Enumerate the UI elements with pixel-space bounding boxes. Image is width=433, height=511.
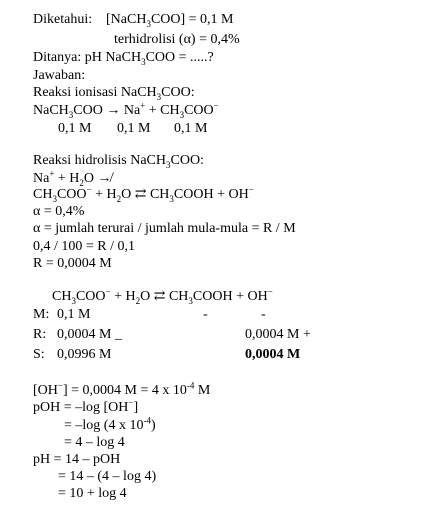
hydrolysis-alpha: α = 0,4%: [33, 204, 85, 219]
ionization-title: Reaksi ionisasi NaCH$_3$COO:: [33, 85, 195, 102]
hydrolysis-alpha-definition: α = jumlah terurai / jumlah mula-mula = R / M: [33, 221, 296, 236]
mrs-r-value-left: 0,0004 M _: [57, 327, 122, 342]
ionization-conc-1: 0,1 M: [58, 121, 92, 136]
hydrolysis-na-reaction: $Na^+ + H_2O$ ↛: [33, 168, 112, 188]
ionization-conc-3: 0,1 M: [174, 121, 208, 136]
known-concentration: [NaCH$_3$COO] = 0,1 M: [106, 12, 234, 29]
oh-concentration: [OH−] = 0,0004 M = 4 x $10^{-4}$ M: [33, 380, 211, 398]
poh-line-3: = 4 – log 4: [64, 435, 125, 450]
mrs-m-dash-1: -: [203, 307, 208, 322]
mrs-s-value-right: 0,0004 M: [245, 347, 301, 362]
mrs-s-label: S:: [33, 347, 45, 362]
mrs-r-value-right: 0,0004 M +: [245, 327, 311, 342]
mrs-m-value: 0,1 M: [57, 307, 91, 322]
ph-line-2: = 14 – (4 – log 4): [58, 469, 157, 484]
answer-label: Jawaban:: [33, 68, 86, 83]
ionization-equation: NaCH$_3$COO → $Na^+ + CH_3COO^-$: [33, 100, 219, 120]
mrs-m-label: M:: [33, 307, 50, 322]
ionization-conc-2: 0,1 M: [117, 121, 151, 136]
hydrolysis-title: Reaksi hidrolisis NaCH$_3$COO:: [33, 153, 204, 170]
hydrolysis-r-value: R = 0,0004 M: [33, 256, 112, 271]
ph-line-1: pH = 14 – pOH: [33, 452, 121, 467]
mrs-m-dash-2: -: [261, 307, 266, 322]
poh-line-1: pOH = –log [OH−]: [33, 397, 139, 415]
mrs-s-value-left: 0,0996 M: [57, 347, 112, 362]
mrs-equation: $CH_3COO^- + H_2O$ ⇄ $CH_3COOH + OH^-$: [52, 286, 273, 306]
mrs-r-label: R:: [33, 327, 47, 342]
ph-line-3: = 10 + log 4: [58, 486, 127, 501]
hydrolysis-acetate-reaction: $CH_3COO^- + H_2O$ ⇄ $CH_3COOH + OH^-$: [33, 184, 254, 204]
known-label: Diketahui:: [33, 12, 93, 27]
poh-line-2: = –log (4 x $10^{-4}$): [64, 415, 156, 433]
hydrolysis-ratio: 0,4 / 100 = R / 0,1: [33, 239, 136, 254]
asked-line: Ditanya: pH NaCH$_3$COO = .....?: [33, 50, 214, 67]
known-hydrolysis-degree: terhidrolisi (α) = 0,4%: [114, 32, 240, 47]
